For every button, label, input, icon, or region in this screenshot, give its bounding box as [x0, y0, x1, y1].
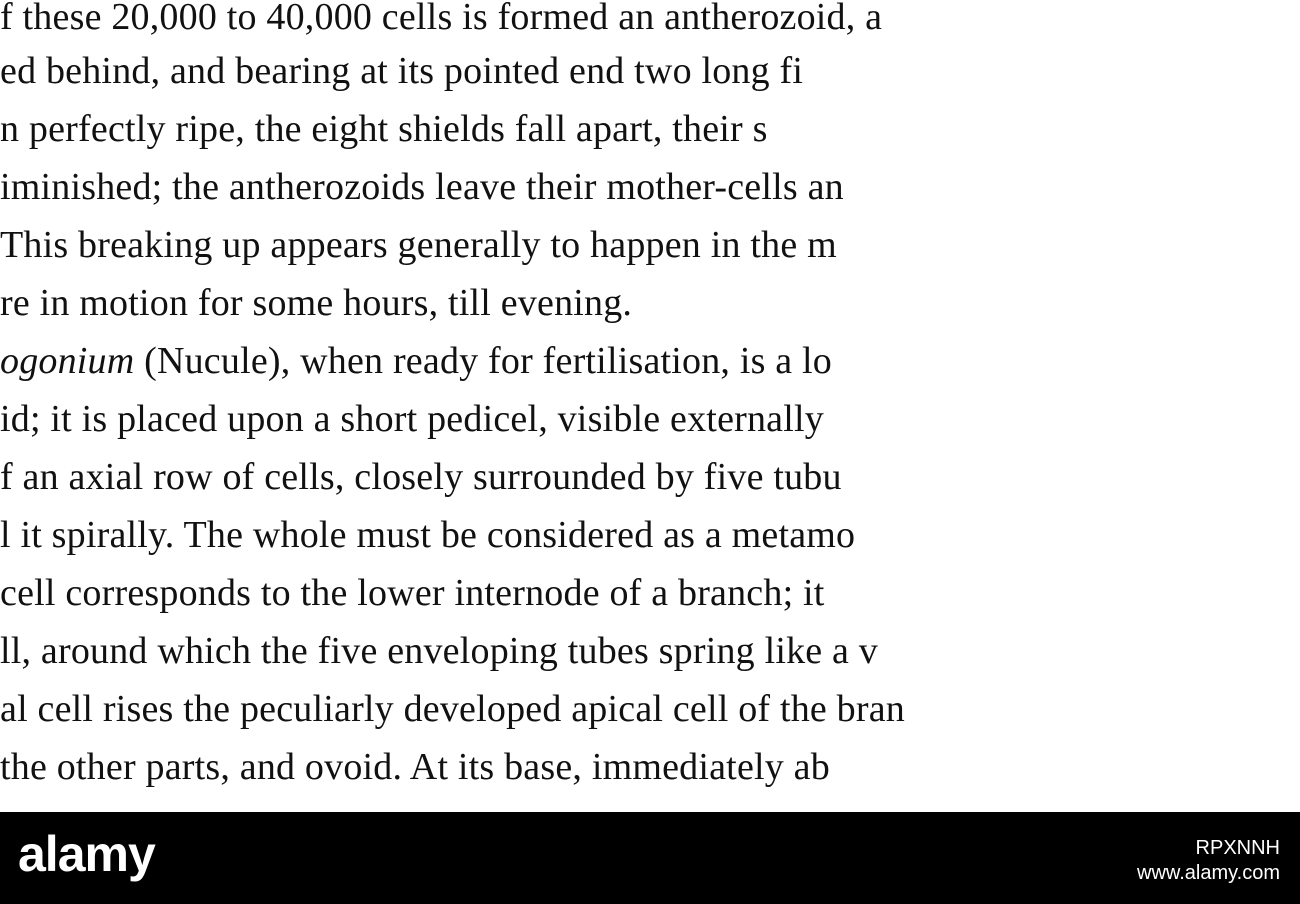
text-line-6: re in motion for some hours, till evening.: [0, 282, 633, 324]
text-line-7: [0, 338, 1300, 390]
text-line-1: f these 20,000 to 40,000 cells is formed an antherozoid, a: [0, 0, 883, 38]
text-line-14: the other parts, and ovoid. At its base, immediately ab: [0, 746, 830, 788]
text-line-10: l it spirally. The whole must be considered as a metamo: [0, 514, 856, 556]
alamy-logo: alamy: [18, 826, 155, 882]
text-line-9: f an axial row of cells, closely surrounded by five tubu: [0, 456, 842, 498]
text-line-2: ed behind, and bearing at its pointed end two long fi: [0, 50, 804, 92]
text-line-3: n perfectly ripe, the eight shields fall apart, their s: [0, 108, 768, 150]
text-line-7-rest: (Nucule), when ready for fertilisation, is a lo: [134, 340, 832, 382]
text-line-13: al cell rises the peculiarly developed apical cell of the bran: [0, 688, 905, 730]
text-line-5: This breaking up appears generally to happen in the m: [0, 224, 837, 266]
image-id: RPXNNH: [1195, 837, 1280, 859]
text-line-4: iminished; the antherozoids leave their mother-cells an: [0, 166, 844, 208]
text-line-8: id; it is placed upon a short pedicel, visible externally: [0, 398, 824, 440]
text-line-11: cell corresponds to the lower internode of a branch; it: [0, 572, 825, 614]
italic-term: ogonium: [0, 340, 135, 382]
text-line-12: ll, around which the five enveloping tubes spring like a v: [0, 630, 879, 672]
watermark-meta: [1137, 836, 1280, 886]
watermark-bar: [0, 812, 1300, 904]
watermark-url: www.alamy.com: [1137, 862, 1280, 884]
